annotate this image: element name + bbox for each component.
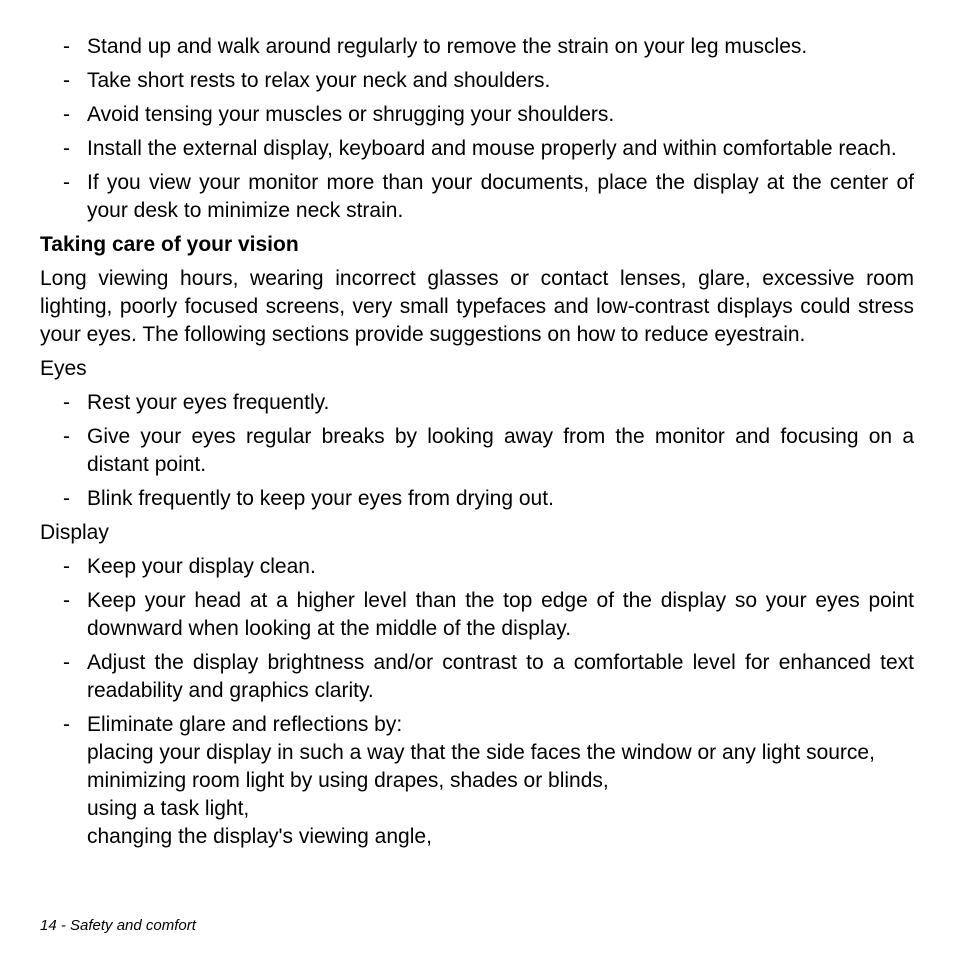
bullet-dash: - <box>63 651 70 674</box>
glare-list-item <box>40 711 914 851</box>
bullet-dash: - <box>63 589 70 612</box>
glare-sub-item: minimizing room light by using drapes, shades or blinds, <box>87 769 609 792</box>
bullet-text: Rest your eyes frequently. <box>87 391 330 414</box>
bullet-dash: - <box>63 103 70 126</box>
bullet-text: Avoid tensing your muscles or shrugging your shoulders. <box>87 103 615 126</box>
glare-intro: Eliminate glare and reflections by: <box>87 713 403 736</box>
list-item <box>40 169 914 225</box>
bullet-text: Keep your head at a higher level than the top edge of the display so your eyes point downward when looking at the middle of the display. <box>87 589 914 640</box>
eyes-bullet-list <box>40 389 914 513</box>
bullet-text: Blink frequently to keep your eyes from drying out. <box>87 487 554 510</box>
bullet-text: Stand up and walk around regularly to remove the strain on your leg muscles. <box>87 35 808 58</box>
display-bullet-list <box>40 553 914 851</box>
bullet-dash: - <box>63 713 70 736</box>
glare-sub-item: changing the display's viewing angle, <box>87 825 432 848</box>
bullet-text: Take short rests to relax your neck and shoulders. <box>87 69 551 92</box>
glare-sub-item: placing your display in such a way that the side faces the window or any light source, <box>87 741 875 764</box>
bullet-dash: - <box>63 35 70 58</box>
page-footer: 14 - Safety and comfort <box>40 917 196 934</box>
section-heading: Taking care of your vision <box>40 233 299 256</box>
bullet-text: Install the external display, keyboard and mouse properly and within comfortable reach. <box>87 137 897 160</box>
bullet-dash: - <box>63 171 70 194</box>
document-page <box>40 33 914 857</box>
bullet-dash: - <box>63 555 70 578</box>
list-item <box>40 553 914 581</box>
list-item <box>40 587 914 643</box>
bullet-dash: - <box>63 391 70 414</box>
bullet-text: Adjust the display brightness and/or contrast to a comfortable level for enhanced text readability and graphics clarity. <box>87 651 914 702</box>
bullet-dash: - <box>63 425 70 448</box>
bullet-dash: - <box>63 137 70 160</box>
glare-sub-item: using a task light, <box>87 797 250 820</box>
list-item <box>40 649 914 705</box>
list-item <box>40 389 914 417</box>
eyes-subheading: Eyes <box>40 357 87 380</box>
section-paragraph: Long viewing hours, wearing incorrect glasses or contact lenses, glare, excessive room lighting, poorly focused screens, very small typefaces and low-contrast displays could stress your eyes. The following sections provide suggestions on how to reduce eyestrain. <box>40 267 914 346</box>
bullet-dash: - <box>63 487 70 510</box>
list-item <box>40 33 914 61</box>
list-item <box>40 67 914 95</box>
ergonomics-bullet-list <box>40 33 914 225</box>
list-item <box>40 423 914 479</box>
display-subheading: Display <box>40 521 109 544</box>
bullet-text: If you view your monitor more than your documents, place the display at the center of your desk to minimize neck strain. <box>87 171 914 222</box>
bullet-dash: - <box>63 69 70 92</box>
bullet-text: Give your eyes regular breaks by looking away from the monitor and focusing on a distant point. <box>87 425 914 476</box>
list-item <box>40 101 914 129</box>
bullet-text: Keep your display clean. <box>87 555 316 578</box>
list-item <box>40 135 914 163</box>
list-item <box>40 485 914 513</box>
